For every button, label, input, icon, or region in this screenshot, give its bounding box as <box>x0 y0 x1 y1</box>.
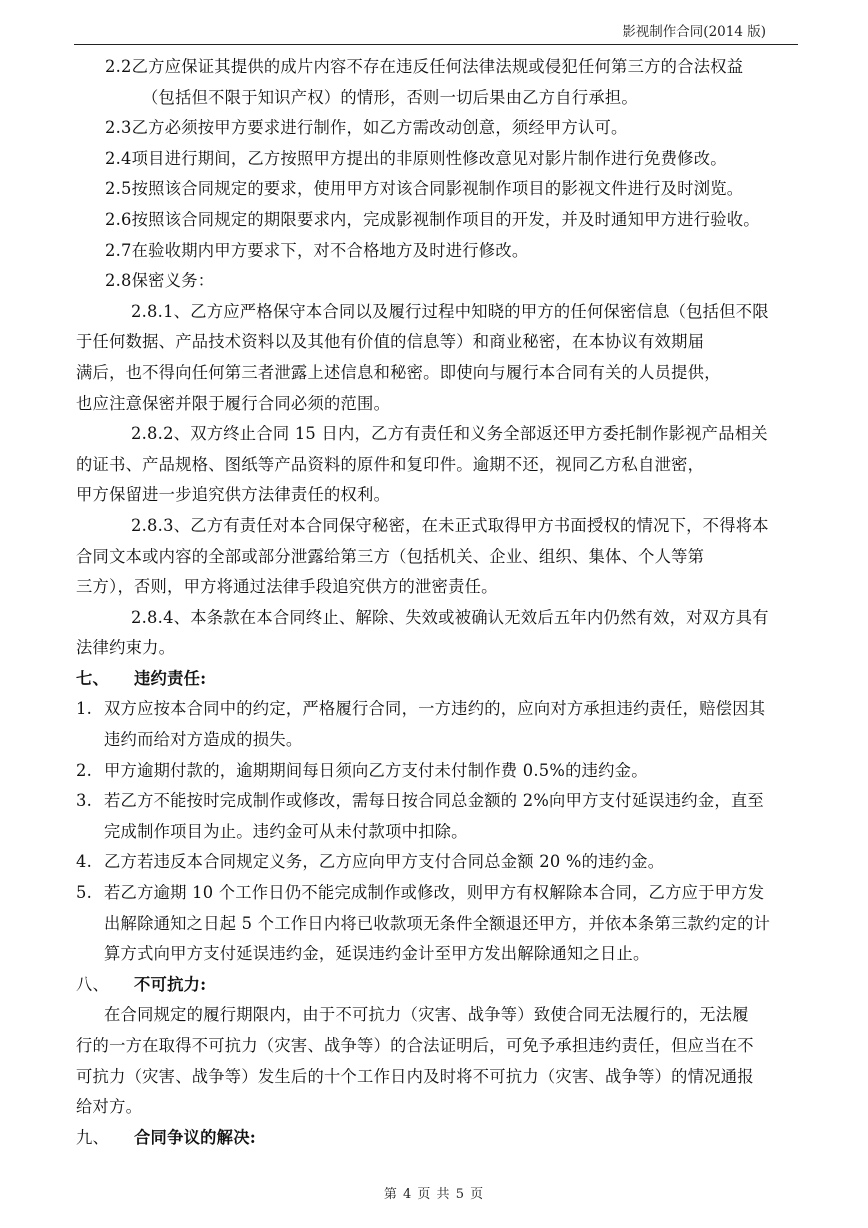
clause-2-8-3 <box>76 511 804 603</box>
paragraph-line: 若乙方逾期 10 个工作日仍不能完成制作或修改，则甲方有权解除本合同，乙方应于甲方发 <box>104 883 765 903</box>
clause-2-8: 2.8保密义务： <box>105 271 215 291</box>
clause-2-7: 2.7在验收期内甲方要求下，对不合格地方及时进行修改。 <box>105 240 529 260</box>
paragraph-line: 若乙方不能按时完成制作或修改，需每日按合同总金额的 2%向甲方支付延误违约金，直至 <box>104 791 764 811</box>
paragraph-line: 2.8.4、本条款在本合同终止、解除、失效或被确认无效后五年内仍然有效，对双方具有 <box>131 607 769 627</box>
paragraph-line: 完成制作项目为止。违约金可从未付款项中扣除。 <box>104 821 468 841</box>
paragraph-line: （包括但不限于知识产权）的情形，否则一切后果由乙方自行承担。 <box>142 87 638 107</box>
section-title: 不可抗力: <box>134 974 207 994</box>
clause-2-2 <box>76 52 804 113</box>
clause-2-3: 2.3乙方必须按甲方要求进行制作，如乙方需改动创意，须经甲方认可。 <box>105 118 628 138</box>
list-item-number: 2. <box>76 760 93 780</box>
paragraph-line: 甲方逾期付款的，逾期期间每日须向乙方支付未付制作费 0.5%的违约金。 <box>104 760 648 780</box>
paragraph-line: 算方式向甲方支付延误违约金，延误违约金计至甲方发出解除通知之日止。 <box>104 944 650 964</box>
clause-2-8-4 <box>76 603 804 664</box>
paragraph-line: 也应注意保密并限于履行合同必须的范围。 <box>76 393 391 413</box>
list-item <box>76 786 804 847</box>
clause-2-6: 2.6按照该合同规定的期限要求内，完成影视制作项目的开发，并及时通知甲方进行验收。 <box>105 209 760 229</box>
header-title: 影视制作合同(2014 版) <box>622 24 766 40</box>
paragraph-line: 三方），否则，甲方将通过法律手段追究供方的泄密责任。 <box>76 577 498 597</box>
section-number: 九、 <box>76 1127 110 1147</box>
paragraph-line: 给对方。 <box>76 1097 143 1117</box>
section-heading-7 <box>76 664 804 695</box>
list-item-number: 1. <box>76 699 93 719</box>
section-number: 八、 <box>76 974 110 994</box>
paragraph-line: 2.8.3、乙方有责任对本合同保守秘密，在未正式取得甲方书面授权的情况下，不得将本 <box>131 515 769 535</box>
paragraph-line: 2.2乙方应保证其提供的成片内容不存在违反任何法律法规或侵犯任何第三方的合法权益 <box>105 57 744 76</box>
list-item-number: 3. <box>76 791 93 811</box>
paragraph-line: 2.8.2、双方终止合同 15 日内，乙方有责任和义务全部返还甲方委托制作影视产品相关 <box>131 424 768 444</box>
document-body <box>76 52 804 1153</box>
section-number: 七、 <box>76 668 110 688</box>
clause-2-8-1 <box>76 297 804 419</box>
list-item-number: 5. <box>76 883 93 903</box>
paragraph-line: 行的一方在取得不可抗力（灾害、战争等）的合法证明后，可免予承担违约责任，但应当在不 <box>76 1036 754 1055</box>
list-item <box>76 694 804 755</box>
paragraph-line: 于任何数据、产品技术资料以及其他有价值的信息等）和商业秘密，在本协议有效期届 <box>76 332 705 352</box>
list-item <box>76 847 804 878</box>
list-item-number: 4. <box>76 852 93 872</box>
paragraph-line: 出解除通知之日起 5 个工作日内将已收款项无条件全额退还甲方，并依本条第三款约定的计 <box>104 913 771 933</box>
paragraph-line: 满后，也不得向任何第三者泄露上述信息和秘密。即使向与履行本合同有关的人员提供， <box>76 362 721 382</box>
list-item <box>76 756 804 787</box>
page-header <box>74 0 798 45</box>
paragraph-line: 违约而给对方造成的损失。 <box>104 730 303 750</box>
section-heading-8 <box>76 970 804 1001</box>
paragraph-line: 合同文本或内容的全部或部分泄露给第三方（包括机关、企业、组织、集体、个人等第 <box>76 546 705 566</box>
clause-2-4: 2.4项目进行期间，乙方按照甲方提出的非原则性修改意见对影片制作进行免费修改。 <box>105 148 727 168</box>
clause-2-5: 2.5按照该合同规定的要求，使用甲方对该合同影视制作项目的影视文件进行及时浏览。 <box>105 179 744 199</box>
paragraph-line: 双方应按本合同中的约定，严格履行合同，一方违约的，应向对方承担违约责任，赔偿因其 <box>104 699 766 719</box>
section-title: 合同争议的解决: <box>134 1127 256 1147</box>
paragraph-line: 乙方若违反本合同规定义务，乙方应向甲方支付合同总金额 20 %的违约金。 <box>104 852 665 872</box>
section-heading-9 <box>76 1123 804 1154</box>
paragraph-line: 的证书、产品规格、图纸等产品资料的原件和复印件。逾期不还，视同乙方私自泄密， <box>76 454 705 474</box>
clause-2-8-2 <box>76 419 804 511</box>
section-title: 违约责任: <box>134 668 207 688</box>
paragraph-line: 可抗力（灾害、战争等）发生后的十个工作日内及时将不可抗力（灾害、战争等）的情况通报 <box>76 1066 754 1086</box>
list-item <box>76 878 804 970</box>
paragraph-line: 法律约束力。 <box>76 638 176 658</box>
page-footer: 第 4 页 共 5 页 <box>383 1187 485 1202</box>
paragraph-line: 甲方保留进一步追究供方法律责任的权利。 <box>76 485 391 505</box>
force-majeure-paragraph <box>76 1000 804 1122</box>
paragraph-line: 在合同规定的履行期限内，由于不可抗力（灾害、战争等）致使合同无法履行的，无法履 <box>104 1005 749 1025</box>
paragraph-line: 2.8.1、乙方应严格保守本合同以及履行过程中知晓的甲方的任何保密信息（包括但不限 <box>131 301 769 321</box>
